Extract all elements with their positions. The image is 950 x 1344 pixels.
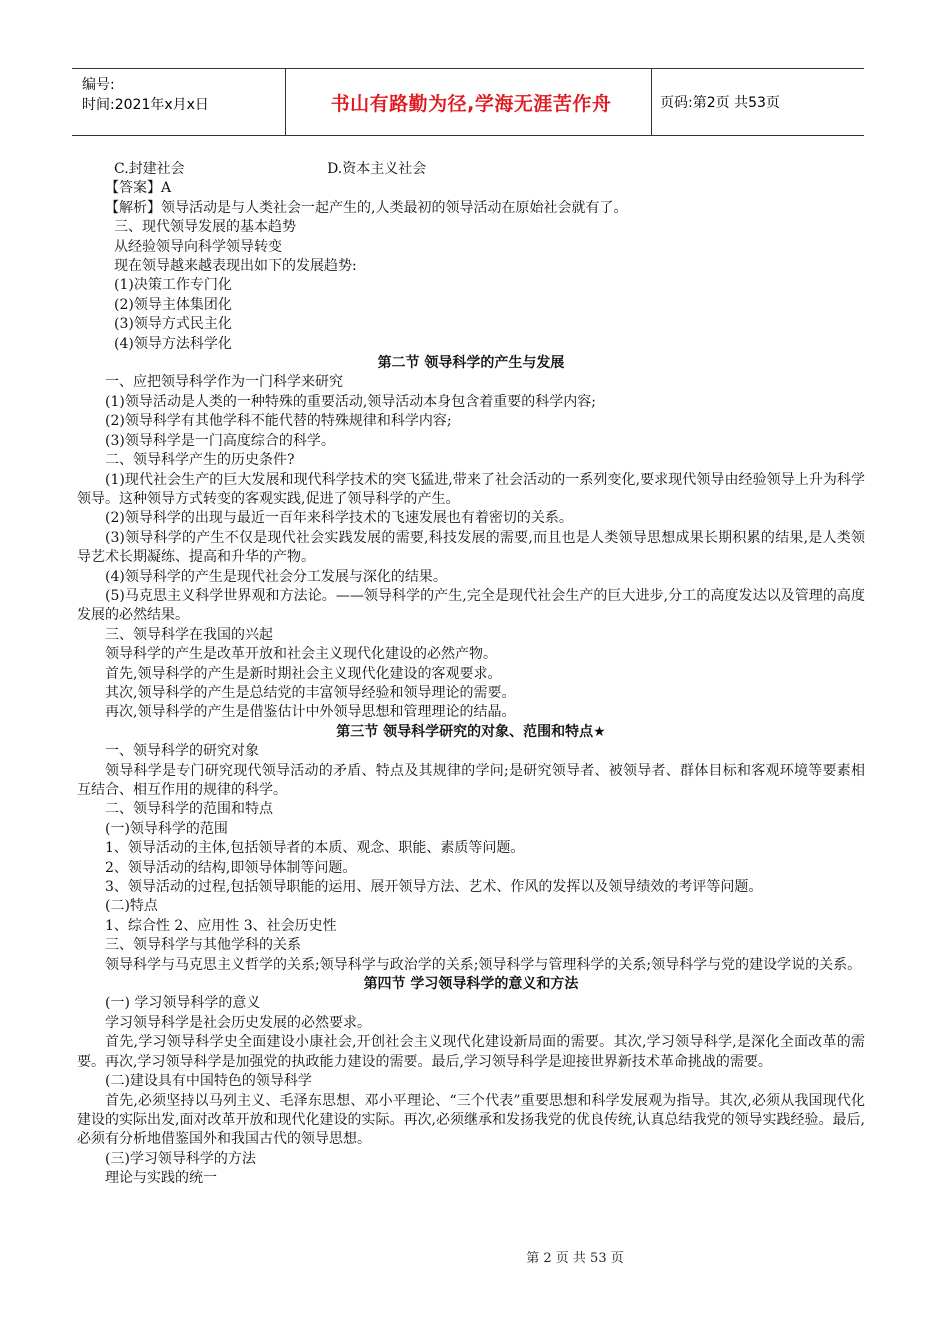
header-divider bbox=[651, 69, 652, 135]
document-body bbox=[77, 160, 865, 1189]
text-line: 首先,必须坚持以马列主义、毛泽东思想、邓小平理论、“三个代表”重要思想和科学发展观为指导。其次,必须从我国现代化建设的实际出发,面对改革开放和现代化建设的实际。再次,必须继承和发扬我党的优良传统,认真总结我党的领导实践经验。最后,必须有分析地借鉴国外和我国古代的领导思想。 bbox=[77, 1092, 865, 1148]
text-line: (三)学习领导科学的方法 bbox=[105, 1150, 256, 1167]
text-line: 二、领导科学的范围和特点 bbox=[105, 801, 273, 818]
text-line: 3、领导活动的过程,包括领导职能的运用、展开领导方法、艺术、作风的发挥以及领导绩效的考评等问题。 bbox=[105, 879, 763, 896]
text-line: 三、领导科学在我国的兴起 bbox=[105, 626, 273, 643]
text-line: 学习领导科学是社会历史发展的必然要求。 bbox=[105, 1014, 371, 1031]
time-label: 时间:2021年x月x日 bbox=[82, 97, 209, 113]
text-line: 领导科学与马克思主义哲学的关系;领导科学与政治学的关系;领导科学与管理科学的关系;领导科学与党的建设学说的关系。 bbox=[105, 956, 862, 973]
page-footer: 第 2 页 共 53 页 bbox=[526, 1251, 624, 1266]
number-label: 编号: bbox=[82, 77, 115, 93]
text-line: 三、现代领导发展的基本趋势 bbox=[114, 219, 296, 236]
text-line: (4)领导方法科学化 bbox=[114, 335, 232, 352]
text-line: (2)领导科学有其他学科不能代替的特殊规律和科学内容; bbox=[105, 413, 452, 430]
text-line: 一、领导科学的研究对象 bbox=[105, 743, 259, 760]
text-line: 二、领导科学产生的历史条件? bbox=[105, 452, 295, 469]
text-line: (1)领导活动是人类的一种特殊的重要活动,领导活动本身包含着重要的科学内容; bbox=[105, 393, 596, 410]
text-line: 2、领导活动的结构,即领导体制等问题。 bbox=[105, 859, 357, 876]
section-heading: 第二节 领导科学的产生与发展 bbox=[377, 355, 565, 372]
text-line: (1)决策工作专门化 bbox=[114, 277, 232, 294]
text-line: 领导科学的产生是改革开放和社会主义现代化建设的必然产物。 bbox=[105, 646, 497, 663]
text-line: (2)领导主体集团化 bbox=[114, 296, 232, 313]
text-line: 首先,学习领导科学史全面建设小康社会,开创社会主义现代化建设新局面的需要。其次,学习领导科学,是深化全面改革的需要。再次,学习领导科学是加强党的执政能力建设的需要。最后,学习领导科学是迎接世界新技术革命挑战的需要。 bbox=[77, 1034, 865, 1070]
text-line: (3)领导科学是一门高度综合的科学。 bbox=[105, 432, 335, 449]
header-motto: 书山有路勤为径,学海无涯苦作舟 bbox=[330, 93, 612, 115]
text-line: 理论与实践的统一 bbox=[105, 1170, 217, 1187]
text-line: (4)领导科学的产生是现代社会分工发展与深化的结果。 bbox=[105, 568, 447, 585]
text-line: 三、领导科学与其他学科的关系 bbox=[105, 937, 301, 954]
text-line: 首先,领导科学的产生是新时期社会主义现代化建设的客观要求。 bbox=[105, 665, 502, 682]
text-line: (3)领导方式民主化 bbox=[114, 316, 232, 333]
text-line: (二)建设具有中国特色的领导科学 bbox=[105, 1073, 312, 1090]
page-header bbox=[72, 68, 864, 136]
text-line: (2)领导科学的出现与最近一百年来科学技术的飞速发展也有着密切的关系。 bbox=[105, 510, 573, 527]
text-line: 1、综合性 2、应用性 3、社会历史性 bbox=[105, 917, 337, 934]
text-line: C.封建社会 D.资本主义社会 bbox=[114, 161, 427, 177]
text-line: 现在领导越来越表现出如下的发展趋势: bbox=[114, 258, 357, 275]
header-divider bbox=[285, 69, 286, 135]
header-page-label: 页码:第2页 共53页 bbox=[660, 95, 780, 111]
text-line: 【解析】领导活动是与人类社会一起产生的,人类最初的领导活动在原始社会就有了。 bbox=[105, 199, 628, 216]
section-heading: 第三节 领导科学研究的对象、范围和特点★ bbox=[336, 723, 606, 740]
text-line: 一、应把领导科学作为一门科学来研究 bbox=[105, 374, 343, 391]
text-line: 再次,领导科学的产生是借鉴估计中外领导思想和管理理论的结晶。 bbox=[105, 704, 516, 721]
text-line: (5)马克思主义科学世界观和方法论。——领导科学的产生,完全是现代社会生产的巨大进步,分工的高度发达以及管理的高度发展的必然结果。 bbox=[77, 587, 865, 624]
text-line: 从经验领导向科学领导转变 bbox=[114, 238, 282, 255]
text-line: (二)特点 bbox=[105, 898, 158, 915]
text-line: 领导科学是专门研究现代领导活动的矛盾、特点及其规律的学问;是研究领导者、被领导者、群体目标和客观环境等要素相互结合、相互作用的规律的科学。 bbox=[77, 762, 865, 798]
text-line: (一)领导科学的范围 bbox=[105, 820, 228, 837]
text-line: (1)现代社会生产的巨大发展和现代科学技术的突飞猛进,带来了社会活动的一系列变化,要求现代领导由经验领导上升为科学领导。这种领导方式转变的客观实践,促进了领导科学的产生。 bbox=[77, 471, 865, 507]
text-line: 其次,领导科学的产生是总结党的丰富领导经验和领导理论的需要。 bbox=[105, 684, 516, 701]
text-line: (3)领导科学的产生不仅是现代社会实践发展的需要,科技发展的需要,而且也是人类领导思想成果长期积累的结果,是人类领导艺术长期凝练、提高和升华的产物。 bbox=[77, 529, 865, 566]
header-meta bbox=[82, 75, 209, 115]
text-line: 1、领导活动的主体,包括领导者的本质、观念、职能、素质等问题。 bbox=[105, 840, 525, 857]
text-line: 【答案】A bbox=[105, 180, 172, 197]
section-heading: 第四节 学习领导科学的意义和方法 bbox=[363, 976, 579, 993]
text-line: (一) 学习领导科学的意义 bbox=[105, 995, 261, 1012]
